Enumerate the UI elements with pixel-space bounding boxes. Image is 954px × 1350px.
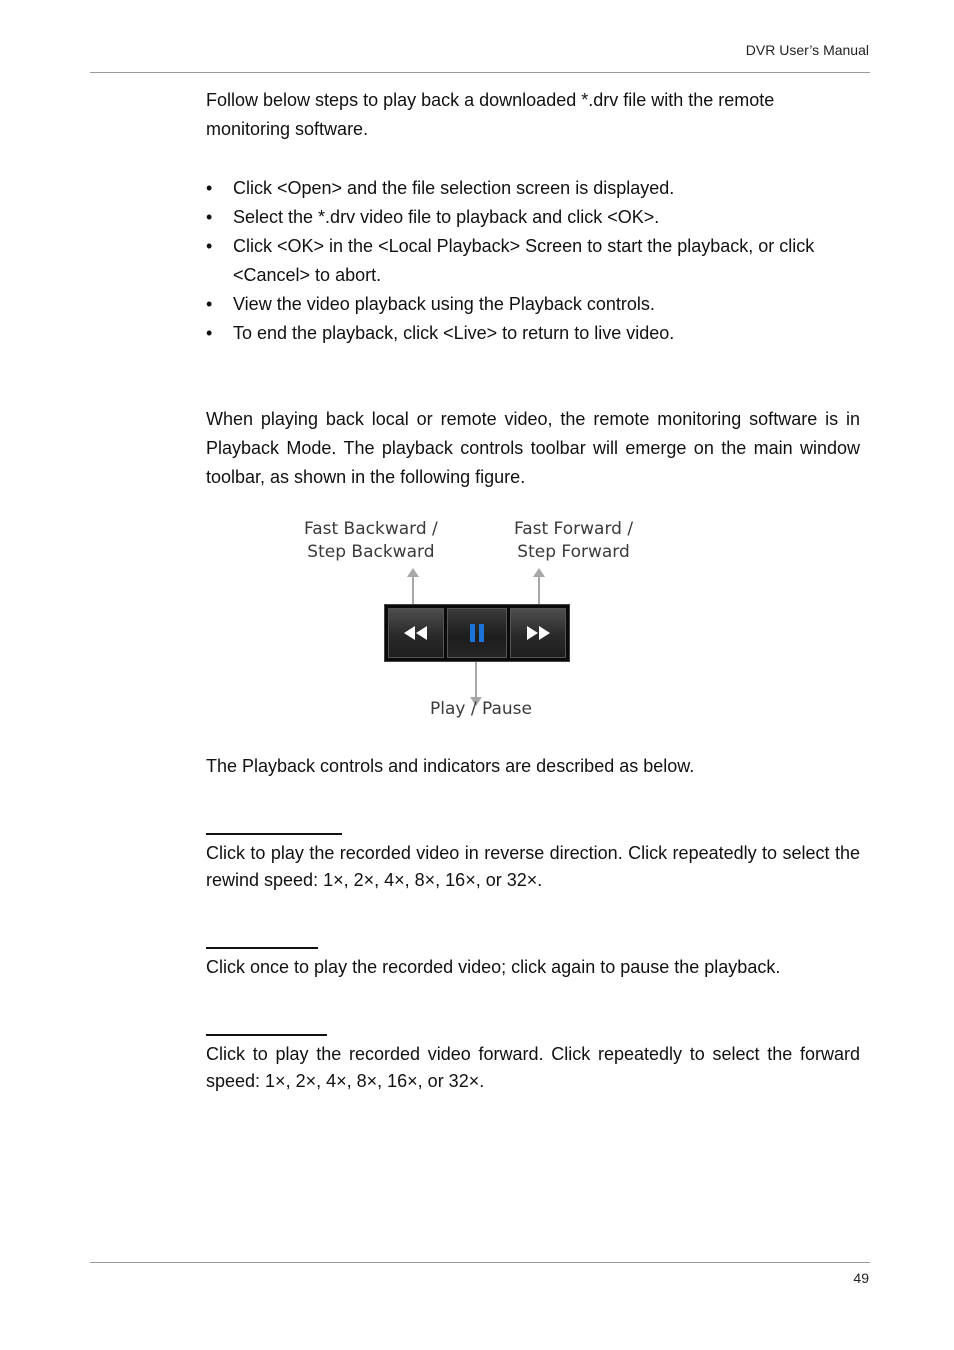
step-text: Select the *.drv video file to playback and click <OK>. [233,207,660,227]
step-text: To end the playback, click <Live> to return to live video. [233,323,675,343]
playback-controls-figure [206,518,860,728]
playback-toolbar [384,604,570,662]
playback-steps-list [206,174,860,348]
intro-paragraph: Follow below steps to play back a downloaded *.drv file with the remote monitoring software. [206,90,775,139]
bullet: • [206,236,213,256]
fast-forward-icon [525,625,551,641]
play-pause-label: Play / Pause [430,699,532,719]
fast-backward-label [304,518,438,564]
fast-forward-label-line1: Fast Forward / [514,519,634,539]
pause-icon [467,623,487,643]
step-text: Click <OK> in the <Local Playback> Screen to start the playback, or click <Cancel> to abort. [233,236,815,285]
rewind-description: Click to play the recorded video in reverse direction. Click repeatedly to select the rewind speed: 1×, 2×, 4×, 8×, 16×, or 32×. [206,843,860,890]
fast-forward-label-line2: Step Forward [517,542,630,562]
playback-mode-paragraph: When playing back local or remote video, the remote monitoring software is in Playback Mode. The playback controls toolbar will emerge on the main window toolbar, as shown in the following figure. [206,409,860,487]
fast-backward-label-line2: Step Backward [307,542,435,562]
header-divider [90,72,870,73]
step-text: Click <Open> and the file selection screen is displayed. [233,178,675,198]
fast-backward-label-line1: Fast Backward / [304,519,438,539]
list-item [206,232,860,290]
footer-divider [90,1262,870,1263]
section-heading-rule [206,1034,327,1036]
rewind-icon [403,625,429,641]
fast-backward-button[interactable] [388,608,444,658]
fast-forward-label [514,518,633,564]
bullet: • [206,294,213,314]
bullet: • [206,178,213,198]
page-body [206,86,860,1095]
section-heading-rule [206,947,318,949]
page-number: 49 [853,1270,869,1286]
list-item [206,290,860,319]
forward-section [206,1034,860,1095]
list-item [206,319,860,348]
rewind-section [206,833,860,894]
controls-intro: The Playback controls and indicators are described as below. [206,756,695,776]
bullet: • [206,207,213,227]
running-header: DVR User’s Manual [745,42,869,58]
fast-forward-button[interactable] [510,608,566,658]
section-heading-rule [206,833,342,835]
list-item [206,174,860,203]
bullet: • [206,323,213,343]
play-description: Click once to play the recorded video; click again to pause the playback. [206,957,781,977]
forward-description: Click to play the recorded video forward. Click repeatedly to select the forward speed: 1×, 2×, 4×, 8×, 16×, or 32×. [206,1044,860,1091]
list-item [206,203,860,232]
play-section [206,947,860,981]
play-pause-button[interactable] [447,608,507,658]
step-text: View the video playback using the Playback controls. [233,294,655,314]
